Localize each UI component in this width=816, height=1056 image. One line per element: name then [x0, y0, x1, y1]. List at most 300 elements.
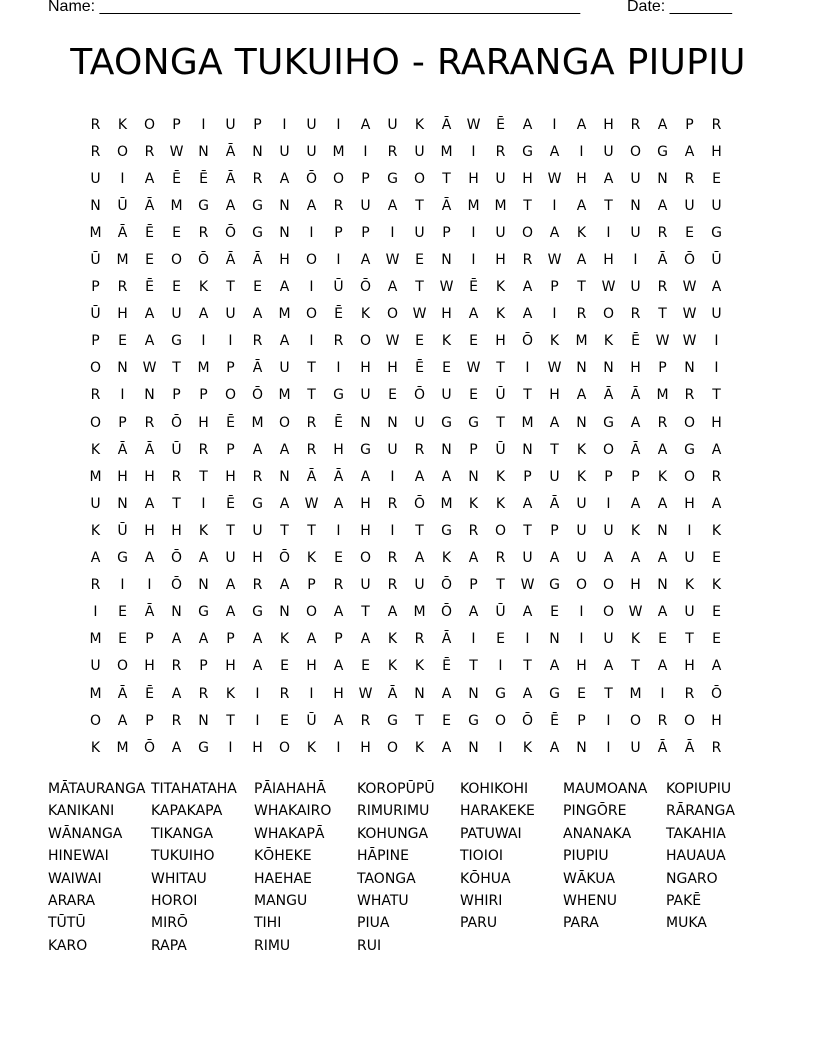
grid-letter: T: [226, 522, 235, 539]
grid-letter: U: [684, 550, 695, 567]
grid-letter: A: [441, 468, 452, 485]
grid-letter: Ā: [306, 468, 317, 485]
grid-letter: Ō: [251, 387, 264, 404]
grid-letter: A: [360, 116, 371, 133]
grid-letter: A: [657, 441, 668, 458]
grid-letter: Ā: [441, 631, 452, 648]
grid-letter: W: [547, 170, 562, 187]
grid-letter: M: [440, 143, 453, 160]
word-list-item: WHAKAPĀ: [254, 825, 325, 842]
grid-letter: I: [309, 685, 314, 702]
grid-letter: Ē: [226, 414, 235, 431]
grid-letter: H: [360, 495, 371, 512]
grid-letter: E: [712, 550, 721, 567]
grid-letter: P: [334, 631, 343, 648]
grid-letter: U: [414, 224, 425, 241]
grid-letter: R: [333, 577, 344, 594]
grid-letter: Ē: [145, 685, 154, 702]
grid-letter: T: [469, 658, 478, 675]
grid-letter: Ū: [171, 441, 182, 458]
grid-letter: E: [442, 712, 451, 729]
grid-row: [82, 328, 732, 355]
grid-letter: P: [604, 468, 613, 485]
grid-letter: R: [360, 712, 371, 729]
word-list-item: WĀKUA: [563, 870, 616, 887]
grid-letter: G: [387, 170, 398, 187]
grid-row: [82, 274, 732, 301]
grid-letter: K: [630, 522, 641, 539]
grid-letter: A: [684, 143, 695, 160]
grid-letter: W: [304, 495, 319, 512]
grid-letter: O: [602, 441, 615, 458]
grid-letter: N: [198, 712, 209, 729]
grid-letter: P: [253, 116, 262, 133]
word-list-item: NGARO: [666, 870, 718, 887]
grid-letter: A: [252, 441, 263, 458]
grid-letter: U: [90, 170, 101, 187]
grid-letter: R: [171, 468, 182, 485]
grid-letter: K: [522, 739, 533, 756]
grid-letter: P: [226, 360, 235, 377]
grid-letter: W: [628, 604, 643, 621]
grid-letter: W: [466, 116, 481, 133]
grid-letter: R: [387, 550, 398, 567]
grid-letter: T: [604, 685, 613, 702]
grid-letter: N: [576, 360, 587, 377]
grid-letter: O: [521, 224, 534, 241]
grid-letter: A: [522, 116, 533, 133]
grid-letter: I: [336, 739, 341, 756]
grid-letter: E: [280, 712, 289, 729]
grid-letter: P: [199, 387, 208, 404]
grid-row: [82, 355, 732, 382]
word-list-item: PARA: [563, 915, 599, 932]
grid-letter: R: [90, 143, 101, 160]
word-list-item: RIMU: [254, 937, 291, 954]
grid-letter: P: [550, 522, 559, 539]
grid-letter: Ē: [334, 414, 343, 431]
grid-letter: I: [687, 522, 692, 539]
grid-row: [82, 734, 732, 761]
grid-letter: A: [576, 252, 587, 269]
grid-letter: I: [579, 143, 584, 160]
grid-letter: I: [498, 658, 503, 675]
grid-letter: K: [306, 550, 317, 567]
grid-letter: K: [198, 279, 209, 296]
grid-letter: M: [89, 685, 102, 702]
grid-letter: Ō: [710, 685, 723, 702]
grid-letter: E: [118, 604, 127, 621]
grid-letter: H: [603, 116, 614, 133]
grid-letter: Ū: [117, 522, 128, 539]
grid-letter: T: [199, 468, 208, 485]
word-list-item: KŌHUA: [460, 870, 511, 887]
grid-letter: R: [711, 468, 722, 485]
grid-letter: G: [360, 441, 371, 458]
grid-letter: O: [386, 739, 399, 756]
grid-letter: P: [91, 279, 100, 296]
word-list-item: HAEHAE: [254, 870, 312, 887]
word-list-item: KARO: [48, 937, 88, 954]
grid-letter: Ō: [413, 387, 426, 404]
grid-letter: Ā: [144, 604, 155, 621]
grid-letter: P: [307, 577, 316, 594]
grid-letter: Ō: [521, 333, 534, 350]
grid-letter: K: [360, 306, 371, 323]
grid-letter: P: [685, 116, 694, 133]
grid-letter: M: [521, 414, 534, 431]
grid-letter: Ū: [495, 604, 506, 621]
grid-letter: N: [549, 631, 560, 648]
grid-letter: P: [226, 631, 235, 648]
grid-letter: U: [414, 143, 425, 160]
grid-letter: H: [576, 170, 587, 187]
grid-letter: A: [630, 495, 641, 512]
grid-letter: E: [442, 360, 451, 377]
grid-letter: A: [225, 604, 236, 621]
grid-letter: I: [390, 468, 395, 485]
grid-letter: I: [660, 685, 665, 702]
grid-letter: A: [576, 197, 587, 214]
grid-letter: I: [336, 522, 341, 539]
grid-letter: O: [89, 360, 102, 377]
grid-letter: N: [441, 252, 452, 269]
grid-letter: K: [387, 631, 398, 648]
grid-letter: R: [684, 170, 695, 187]
word-list-item: KOHIKOHI: [460, 781, 529, 797]
grid-letter: Ū: [117, 197, 128, 214]
word-list-item: HARAKEKE: [460, 803, 535, 820]
grid-letter: M: [413, 604, 426, 621]
grid-letter: E: [145, 252, 154, 269]
grid-letter: K: [495, 468, 506, 485]
grid-letter: U: [711, 197, 722, 214]
grid-letter: T: [631, 658, 640, 675]
grid-row: [82, 111, 732, 138]
grid-letter: N: [360, 414, 371, 431]
word-list-item: PIUA: [357, 915, 390, 932]
grid-letter: A: [90, 550, 101, 567]
grid-letter: H: [144, 522, 155, 539]
grid-letter: R: [387, 577, 398, 594]
grid-letter: I: [606, 712, 611, 729]
grid-letter: O: [278, 739, 291, 756]
grid-letter: Ū: [495, 441, 506, 458]
grid-letter: Ā: [630, 387, 641, 404]
grid-letter: T: [523, 658, 532, 675]
grid-letter: A: [387, 279, 398, 296]
grid-letter: N: [279, 604, 290, 621]
grid-row: [82, 382, 732, 409]
grid-letter: Ē: [469, 279, 478, 296]
grid-letter: G: [198, 197, 209, 214]
grid-letter: H: [603, 252, 614, 269]
grid-row: [82, 626, 732, 653]
grid-letter: A: [171, 685, 182, 702]
grid-letter: E: [172, 224, 181, 241]
grid-letter: M: [278, 387, 291, 404]
grid-letter: Ē: [334, 306, 343, 323]
grid-letter: E: [577, 685, 586, 702]
grid-letter: A: [549, 550, 560, 567]
word-list-item: MANGU: [254, 892, 308, 909]
grid-letter: U: [252, 522, 263, 539]
grid-letter: K: [414, 739, 425, 756]
grid-letter: K: [684, 577, 695, 594]
grid-letter: H: [198, 414, 209, 431]
grid-letter: R: [576, 306, 587, 323]
grid-letter: A: [657, 197, 668, 214]
grid-row: [82, 301, 732, 328]
grid-row: [82, 653, 732, 680]
grid-letter: A: [711, 279, 722, 296]
grid-letter: I: [471, 224, 476, 241]
grid-letter: K: [306, 739, 317, 756]
grid-letter: R: [414, 631, 425, 648]
grid-letter: O: [683, 712, 696, 729]
grid-letter: T: [577, 279, 586, 296]
grid-letter: O: [359, 333, 372, 350]
grid-letter: P: [145, 631, 154, 648]
word-list-item: WHITAU: [151, 870, 207, 887]
grid-letter: I: [606, 495, 611, 512]
grid-letter: P: [361, 224, 370, 241]
grid-letter: G: [684, 441, 695, 458]
word-list-item: TIHI: [254, 915, 282, 932]
grid-letter: K: [576, 468, 587, 485]
grid-row: [82, 707, 732, 734]
grid-letter: Ō: [224, 224, 237, 241]
grid-letter: E: [415, 333, 424, 350]
grid-letter: I: [579, 631, 584, 648]
grid-letter: H: [360, 522, 371, 539]
word-list-item: TAKAHIA: [666, 825, 726, 842]
grid-letter: R: [684, 685, 695, 702]
grid-letter: W: [520, 577, 535, 594]
grid-letter: I: [471, 143, 476, 160]
grid-letter: I: [471, 252, 476, 269]
word-list-item: TŪTŪ: [48, 915, 86, 932]
grid-letter: P: [172, 116, 181, 133]
grid-letter: N: [171, 604, 182, 621]
grid-letter: I: [120, 170, 125, 187]
grid-letter: R: [90, 387, 101, 404]
grid-letter: H: [279, 252, 290, 269]
grid-letter: M: [656, 387, 669, 404]
grid-letter: N: [468, 739, 479, 756]
grid-letter: M: [89, 468, 102, 485]
grid-letter: Ō: [359, 279, 372, 296]
grid-letter: R: [468, 522, 479, 539]
grid-letter: U: [495, 170, 506, 187]
grid-row: [82, 219, 732, 246]
grid-letter: G: [252, 604, 263, 621]
grid-letter: K: [414, 116, 425, 133]
grid-letter: I: [228, 333, 233, 350]
word-list-item: KOHUNGA: [357, 825, 429, 842]
grid-letter: K: [711, 522, 722, 539]
grid-letter: K: [495, 306, 506, 323]
grid-letter: O: [629, 712, 642, 729]
grid-letter: W: [385, 333, 400, 350]
grid-row: [82, 192, 732, 219]
grid-letter: U: [414, 577, 425, 594]
grid-letter: T: [415, 279, 424, 296]
grid-letter: E: [388, 387, 397, 404]
grid-letter: O: [224, 387, 237, 404]
grid-letter: W: [358, 685, 373, 702]
grid-letter: T: [685, 631, 694, 648]
grid-letter: R: [711, 739, 722, 756]
grid-letter: N: [630, 197, 641, 214]
grid-letter: I: [282, 116, 287, 133]
grid-letter: N: [387, 414, 398, 431]
grid-letter: U: [549, 468, 560, 485]
grid-letter: R: [657, 279, 668, 296]
grid-letter: R: [333, 197, 344, 214]
grid-letter: O: [683, 468, 696, 485]
grid-letter: Ā: [684, 739, 695, 756]
grid-letter: M: [170, 197, 183, 214]
grid-letter: Ō: [683, 252, 696, 269]
word-list-item: WHAKAIRO: [254, 803, 332, 820]
grid-letter: A: [306, 631, 317, 648]
grid-letter: Ō: [305, 170, 318, 187]
page-title: TAONGA TUKUIHO - RARANGA PIUPIU: [70, 42, 746, 83]
grid-letter: A: [657, 658, 668, 675]
grid-letter: U: [360, 197, 371, 214]
grid-letter: I: [525, 631, 530, 648]
grid-letter: T: [496, 360, 505, 377]
grid-letter: T: [307, 522, 316, 539]
grid-letter: G: [522, 143, 533, 160]
grid-row: [82, 138, 732, 165]
grid-letter: T: [658, 306, 667, 323]
grid-letter: M: [629, 685, 642, 702]
grid-letter: P: [226, 441, 235, 458]
grid-letter: A: [279, 170, 290, 187]
grid-letter: U: [495, 224, 506, 241]
grid-letter: R: [306, 441, 317, 458]
grid-letter: I: [552, 197, 557, 214]
grid-letter: I: [93, 604, 98, 621]
grid-letter: I: [579, 604, 584, 621]
grid-letter: T: [523, 522, 532, 539]
grid-letter: G: [441, 522, 452, 539]
grid-letter: K: [657, 468, 668, 485]
grid-letter: Ē: [415, 360, 424, 377]
grid-letter: H: [522, 170, 533, 187]
grid-letter: T: [307, 360, 316, 377]
grid-letter: K: [576, 441, 587, 458]
grid-letter: Ē: [199, 170, 208, 187]
grid-letter: R: [306, 414, 317, 431]
grid-letter: W: [655, 333, 670, 350]
grid-letter: A: [549, 414, 560, 431]
grid-letter: E: [712, 170, 721, 187]
grid-letter: P: [334, 224, 343, 241]
grid-letter: T: [604, 197, 613, 214]
grid-letter: A: [657, 550, 668, 567]
grid-letter: Ē: [145, 279, 154, 296]
grid-letter: T: [361, 604, 370, 621]
grid-letter: R: [630, 116, 641, 133]
grid-letter: Ō: [440, 604, 453, 621]
grid-letter: I: [552, 306, 557, 323]
grid-letter: Ē: [550, 712, 559, 729]
grid-letter: O: [494, 712, 507, 729]
grid-letter: H: [360, 739, 371, 756]
grid-letter: A: [333, 495, 344, 512]
grid-letter: E: [361, 658, 370, 675]
grid-letter: W: [601, 279, 616, 296]
grid-letter: G: [171, 333, 182, 350]
grid-letter: W: [682, 333, 697, 350]
grid-letter: A: [171, 739, 182, 756]
grid-letter: Ū: [90, 252, 101, 269]
grid-letter: P: [577, 712, 586, 729]
grid-letter: G: [441, 414, 452, 431]
grid-letter: I: [525, 360, 530, 377]
grid-letter: Ō: [197, 252, 210, 269]
grid-letter: R: [90, 116, 101, 133]
word-list-item: WHATU: [357, 892, 409, 909]
grid-letter: R: [252, 468, 263, 485]
grid-letter: T: [523, 197, 532, 214]
grid-letter: N: [576, 414, 587, 431]
grid-letter: Ā: [117, 441, 128, 458]
grid-letter: I: [336, 360, 341, 377]
grid-letter: I: [390, 522, 395, 539]
grid-letter: T: [280, 522, 289, 539]
grid-letter: A: [225, 197, 236, 214]
grid-letter: K: [603, 333, 614, 350]
grid-letter: R: [171, 658, 182, 675]
grid-letter: A: [603, 550, 614, 567]
grid-letter: A: [468, 604, 479, 621]
grid-letter: N: [198, 143, 209, 160]
grid-letter: T: [172, 360, 181, 377]
grid-letter: I: [255, 685, 260, 702]
grid-letter: R: [144, 414, 155, 431]
grid-letter: P: [361, 170, 370, 187]
grid-letter: A: [387, 604, 398, 621]
grid-letter: Ō: [413, 495, 426, 512]
grid-letter: U: [630, 739, 641, 756]
grid-letter: Ā: [630, 441, 641, 458]
grid-letter: G: [198, 739, 209, 756]
grid-letter: G: [252, 197, 263, 214]
grid-letter: A: [522, 685, 533, 702]
grid-letter: A: [630, 550, 641, 567]
grid-letter: R: [387, 143, 398, 160]
grid-letter: I: [120, 387, 125, 404]
grid-letter: K: [90, 522, 101, 539]
grid-letter: R: [252, 170, 263, 187]
word-list-item: RĀRANGA: [666, 803, 735, 820]
grid-letter: N: [414, 685, 425, 702]
grid-letter: A: [657, 495, 668, 512]
grid-letter: I: [633, 252, 638, 269]
grid-letter: G: [333, 387, 344, 404]
grid-letter: K: [387, 658, 398, 675]
grid-letter: K: [90, 441, 101, 458]
grid-letter: R: [522, 252, 533, 269]
grid-row: [82, 165, 732, 192]
grid-letter: H: [684, 658, 695, 675]
grid-letter: Ā: [144, 197, 155, 214]
grid-letter: N: [279, 468, 290, 485]
